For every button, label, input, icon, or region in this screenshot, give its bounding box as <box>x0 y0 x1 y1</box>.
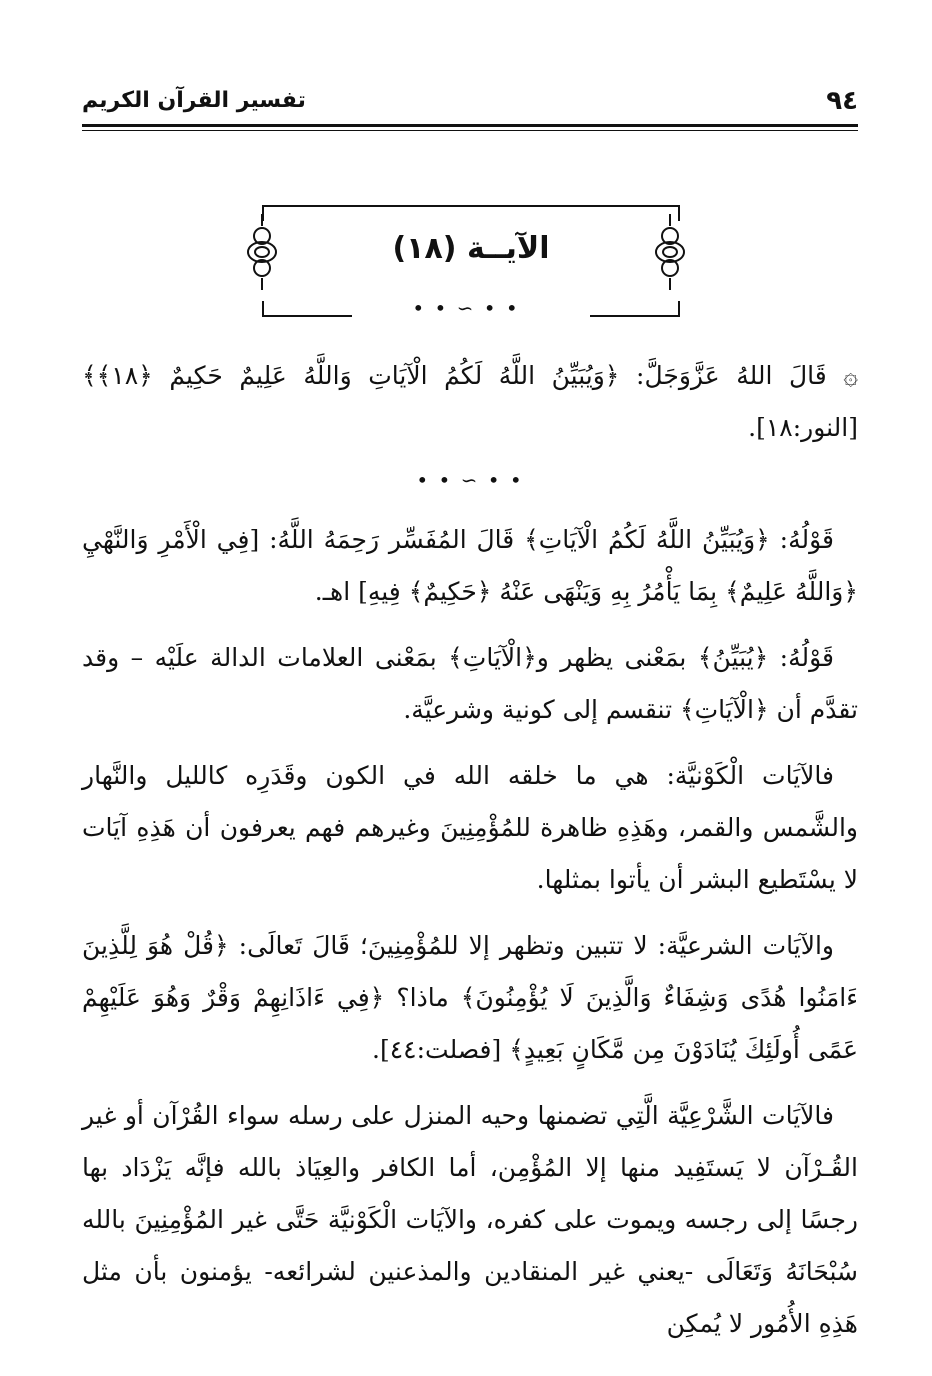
paragraph: فالآيَات الشَّرْعِيَّة الَّتِي تضمنها وحيه المنزل على رسله سواء القُرْآن أو غير القُـرْآن لا يَستَفِيد منها إلا المُؤْمِن، أما الكافر والعِيَاذ بالله فإنَّه يَزْدَاد بها رجسًا إلى رجسه ويموت على كفره، والآيَات الْكَوْنيَّة حَتَّى غير المُؤْمِنِينَ بالله سُبْحَانَهُ وَتَعَالَى -يعني غير المنقادين والمذعنين لشرائعه- يؤمنون بأن مثل هَذِهِ الأُمُور لا يُمكِن <box>82 1101 859 1338</box>
quoted-verse: ۞ قَالَ اللهُ عَزَّوَجَلَّ: ﴿وَيُبَيِّنُ اللَّهُ لَكُمُ الْآيَاتِ وَاللَّهُ عَلِيمٌ حَكِيمٌ ﴿١٨﴾﴾ [النور:١٨]. <box>82 361 858 442</box>
paragraph: فالآيَات الْكَوْنيَّة: هي ما خلقه الله في الكون وقَدَرِه كالليل والنَّهار والشَّمس والقمر، وهَذِهِ ظاهرة للمُؤْمِنِينَ وغيرهم فهم يعرفون أن هَذِهِ آيَات لا يسْتَطيع البشر أن يأتوا بمثلها. <box>82 761 858 894</box>
header-rule <box>82 124 858 127</box>
book-title: تفسير القرآن الكريم <box>82 88 306 113</box>
section-divider: • • ∽ • • <box>416 468 524 492</box>
page-number: ٩٤ <box>826 86 858 116</box>
page-content <box>82 350 858 1350</box>
page-header <box>82 80 858 124</box>
header-rule-thin <box>82 130 858 131</box>
verse-title: الآيــة (١٨) <box>392 231 550 266</box>
paragraph: والآيَات الشرعيَّة: لا تتبين وتظهر إلا للمُؤْمِنِينَ؛ قَالَ تَعالَى: ﴿قُلْ هُوَ لِلَّذِينَ ءَامَنُوا هُدًى وَشِفَاءٌ وَالَّذِينَ لَا يُؤْمِنُونَ﴾ ماذا؟ ﴿فِي ءَاذَانِهِمْ وَقْرٌ وَهُوَ عَلَيْهِمْ عَمًى أُولَئِكَ يُنَادَوْنَ مِن مَّكَانٍ بَعِيدٍ﴾ [فصلت:٤٤]. <box>82 931 858 1064</box>
paragraph: قَوْلُهُ: ﴿يُبَيِّنُ﴾ بمَعْنى يظهر و﴿الْآيَاتِ﴾ بمَعْنى العلامات الدالة علَيْه – وقد تقدَّم أن ﴿الْآيَاتِ﴾ تنقسم إلى كونية وشرعيَّة. <box>82 643 858 724</box>
title-divider: • • ∽ • • <box>412 296 520 320</box>
paragraph: قَوْلُهُ: ﴿وَيُبَيِّنُ اللَّهُ لَكُمُ الْآيَاتِ﴾ قَالَ المُفَسِّر رَحِمَهُ اللَّهُ: [فِي الْأَمْرِ وَالنَّهْيِ ﴿وَاللَّهُ عَلِيمٌ﴾ بِمَا يَأْمُرُ بِهِ وَيَنْهَى عَنْهُ ﴿حَكِيمٌ﴾ فِيهِ] اهـ. <box>82 525 858 606</box>
